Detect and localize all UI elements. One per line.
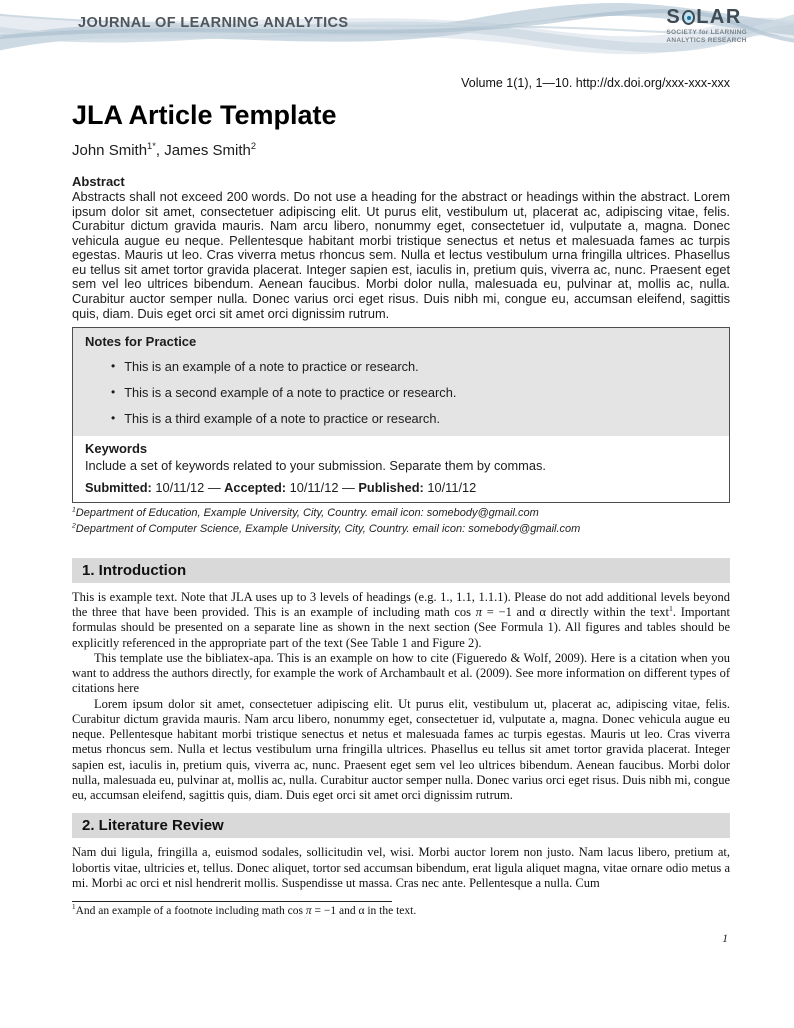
author-affiliations [72, 506, 730, 536]
math-pi: π [475, 605, 483, 620]
footnote-text [72, 905, 730, 917]
math-cos: cos [287, 905, 306, 918]
notes-keywords-box [72, 327, 730, 503]
submitted-label: Submitted: [85, 480, 152, 496]
solar-tagline-line1: SOCIETY for LEARNING [666, 29, 747, 36]
keywords-body: Include a set of keywords related to your submission. Separate them by commas. [85, 458, 546, 474]
footnote-segment: And an example of a footnote including math [75, 905, 288, 918]
accepted-date: 10/11/12 [286, 480, 343, 496]
note-item [111, 412, 717, 427]
note-item [111, 360, 717, 375]
submitted-date: 10/11/12 [151, 480, 208, 496]
introduction-body [72, 590, 730, 804]
affiliation-line [72, 522, 730, 536]
inline-math [454, 605, 511, 619]
footnote-segment: and [336, 905, 359, 918]
note-item-text: This is a third example of a note to practice or research. [124, 410, 441, 426]
note-item-text: This is an example of a note to practice or research. [124, 359, 419, 375]
inline-math [288, 905, 336, 917]
solar-logo [666, 7, 747, 45]
paragraph: Lorem ipsum dolor sit amet, consectetuer adipiscing elit. Ut purus elit, vestibulum ut, placerat ac, adipiscing vitae, felis. Curabitur dictum gravida mauris. Nam arcu libero, nonummy eget, consectetuer id, vulputate a, magna. Donec vehicula augue eu neque. Pellentesque habitant morbi tristique senectus et netus et malesuada fames ac turpis egestas. Mauris ut leo. Cras viverra metus rhoncus sem. Nulla et lectus vestibulum urna fringilla ultrices. Phasellus eu tellus sit amet tortor gravida placerat. Integer sapien est, iaculis in, pretium quis, viverra ac, nunc. Praesent eget sem vel leo ultrices bibendum. Aenean faucibus. Morbi dolor nulla, malesuada eu, pulvinar at, mollis ac, nulla. Curabitur auctor semper nulla. Donec varius orci eget risus. Duis nibh mi, congue eu, accumsan eleifend, sagittis quis, diam. Duis eget orci sit amet orci dignissim rutrum. [72, 696, 730, 803]
affiliation-marker: 1 [72, 506, 76, 514]
submission-dates-line [85, 480, 717, 495]
bullet-icon: • [111, 384, 116, 399]
keywords-heading: Keywords [85, 441, 148, 457]
paragraph [72, 590, 730, 651]
journal-banner [0, 0, 794, 56]
notes-for-practice-section [73, 328, 729, 436]
author-1-name: John Smith [72, 142, 148, 159]
page-content [72, 174, 730, 891]
paragraph-text: . Important formulas should be presented on a separate line as shown in the next section (See Formula 1). All figures and tables should be explicitly referenced in the appropriate part of the text (See Table 1 and Figure 2). [72, 605, 730, 650]
paragraph-text: and [511, 605, 540, 620]
note-item [111, 386, 717, 401]
author-2-name: James Smith [164, 142, 251, 159]
math-alpha: α [539, 605, 546, 620]
author-line [72, 142, 730, 159]
literature-review-body [72, 845, 730, 891]
note-item-text: This is a second example of a note to practice or research. [124, 384, 457, 400]
math-equation: = −1 [311, 905, 337, 918]
page-number: 1 [722, 933, 728, 946]
footnote-rule [72, 901, 392, 902]
math-cos: cos [454, 605, 476, 620]
author-separator: , [155, 142, 165, 159]
affiliation-text: Department of Computer Science, Example University, City, Country. email icon: somebody@gmail.com [75, 522, 581, 535]
section-heading-introduction: 1. Introduction [72, 558, 730, 583]
solar-logo-letter-s: S [666, 6, 682, 28]
article-title: JLA Article Template [72, 100, 337, 130]
affiliation-marker: 2 [72, 521, 76, 529]
footnote-block [72, 901, 730, 917]
keywords-section [73, 436, 729, 502]
solar-logo-tagline [666, 29, 747, 45]
notes-for-practice-heading: Notes for Practice [85, 334, 197, 350]
abstract-heading: Abstract [72, 174, 125, 189]
accepted-label: Accepted: [224, 480, 287, 496]
published-label: Published: [358, 480, 424, 496]
section-heading-literature-review: 2. Literature Review [72, 813, 730, 838]
paragraph: Nam dui ligula, fringilla a, euismod sodales, sollicitudin vel, wisi. Morbi auctor lorem non justo. Nam lacus libero, pretium at, lobortis vitae, ultricies et, tellus. Donec aliquet, tortor sed accumsan bibendum, erat ligula aliquet magna, vitae ornare odio metus a mi. Morbi ac orci et nisl hendrerit mollis. Suspendisse ut massa. Cras nec ante. Pellentesque a nulla. Cum [72, 845, 730, 890]
footnote-segment: in the text. [364, 905, 417, 918]
paragraph-text: This is example text. Note that JLA uses up to 3 levels of headings (e.g. 1., 1.1, 1.1.1). Please do not add additional levels beyond the three that have been provided. This is an example of including math [72, 589, 730, 620]
journal-name: JOURNAL OF LEARNING ANALYTICS [78, 15, 349, 31]
published-date: 10/11/12 [423, 480, 477, 496]
bullet-icon: • [111, 359, 116, 374]
solar-logo-wordmark [666, 7, 747, 27]
footnote-marker: 1 [72, 903, 76, 912]
dates-separator: — [207, 480, 225, 496]
paragraph: This template use the bibliatex-apa. This is an example on how to cite (Figueredo & Wolf, 2009). Here is a citation when you want to address the authors directly, for example the work of Archambault et al. (2009). See more information on different types of citations here [72, 650, 730, 696]
bullet-icon: • [111, 410, 116, 425]
footnote-marker: 1 [668, 604, 673, 613]
solar-o-icon [682, 10, 695, 25]
solar-logo-letters-lar: LAR [696, 6, 742, 28]
volume-doi-line: Volume 1(1), 1—10. http://dx.doi.org/xxx-xxx-xxx [461, 76, 730, 90]
math-equation: = −1 [482, 605, 512, 620]
affiliation-text: Department of Education, Example University, City, Country. email icon: somebody@gmail.com [75, 507, 539, 520]
affiliation-line [72, 506, 730, 520]
math-pi: π [305, 905, 312, 918]
paragraph-text: directly within the text [545, 605, 669, 620]
math-alpha: α [358, 905, 365, 918]
author-2-affiliation-marker: 2 [250, 141, 257, 151]
author-1-affiliation-marker: 1* [147, 141, 156, 151]
abstract-body: Abstracts shall not exceed 200 words. Do not use a heading for the abstract or headings within the abstract. Lorem ipsum dolor sit amet, consectetuer adipiscing elit. Ut purus elit, vestibulum ut, placerat ac, adipiscing vitae, felis. Curabitur dictum gravida mauris. Nam arcu libero, nonummy eget, consectetuer id, vulputate a, magna. Donec vehicula augue eu neque. Pellentesque habitant morbi tristique senectus et netus et malesuada fames ac turpis egestas. Mauris ut leo. Cras viverra metus rhoncus sem. Nulla et lectus vestibulum urna fringilla ultrices. Phasellus eu tellus sit amet tortor gravida placerat. Integer sapien est, iaculis in, pretium quis, viverra ac, nunc. Praesent eget sem vel leo ultrices bibendum. Aenean faucibus. Morbi dolor nulla, malesuada eu, pulvinar at, mollis ac, nulla. Curabitur auctor semper nulla. Donec varius orci eget risus. Duis nibh mi, congue eu, accumsan eleifend, sagittis quis, diam. Duis eget orci sit amet orci dignissim rutrum. [72, 189, 730, 321]
dates-separator: — [342, 480, 359, 496]
solar-tagline-line2: ANALYTICS RESEARCH [666, 37, 747, 45]
